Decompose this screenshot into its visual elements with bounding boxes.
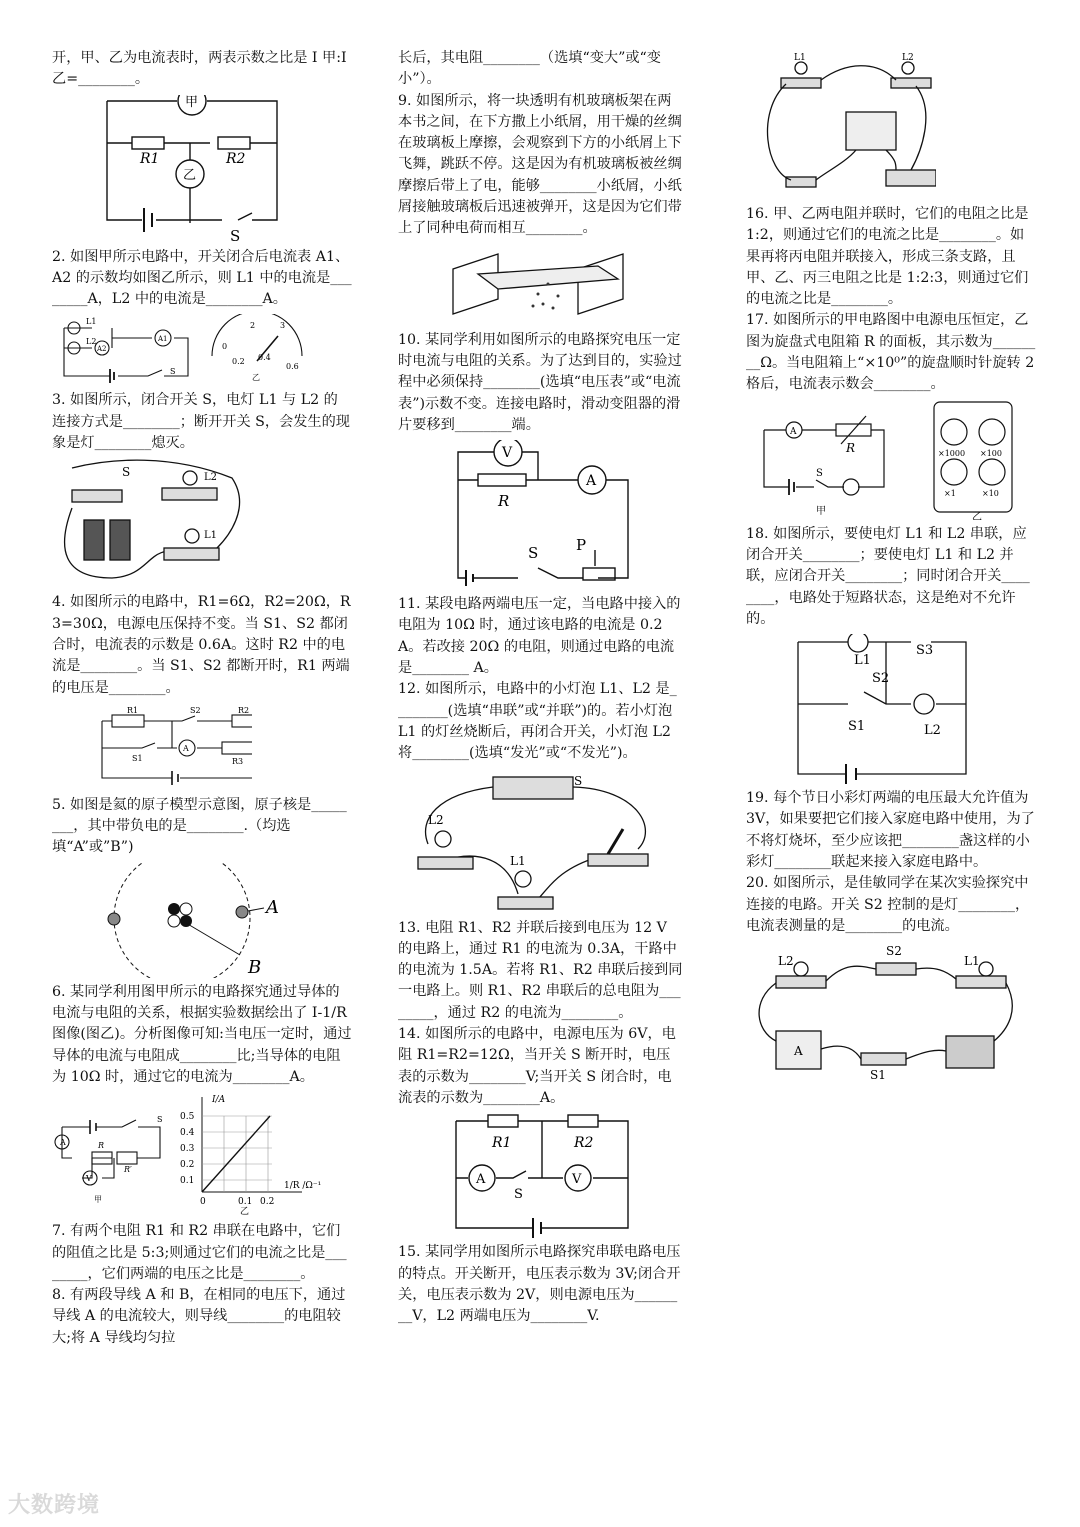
svg-text:A2: A2 (97, 345, 107, 354)
svg-text:L1: L1 (794, 53, 806, 63)
svg-text:S1: S1 (848, 719, 866, 735)
svg-text:A1: A1 (158, 335, 168, 344)
column-3 (746, 48, 1036, 1085)
svg-text:A: A (794, 1044, 803, 1059)
figure-q2-circuit (52, 314, 332, 386)
figure-q6-circuit-and-graph (52, 1092, 352, 1217)
svg-text:R2: R2 (238, 705, 250, 715)
svg-text:0: 0 (200, 1197, 206, 1208)
svg-text:R2: R2 (574, 1135, 594, 1152)
svg-text:甲: 甲 (816, 505, 826, 517)
svg-text:乙: 乙 (183, 167, 197, 183)
question-14: 14. 如图所示的电路中，电源电压为 6V，电阻 R1=R2=12Ω，当开关 S 断开时，电压表的示数为________V;当开关 S 闭合时，电流表的示数为________A。 (398, 1026, 676, 1106)
question-2: 2. 如图甲所示电路中，开关闭合后电流表 A1、A2 的示数均如图乙所示，则 L1 中的电流是________A，L2 中的电流是________A。 (52, 248, 352, 308)
svg-text:A: A (183, 743, 189, 753)
svg-text:0.1: 0.1 (180, 1176, 195, 1187)
svg-text:L2: L2 (924, 723, 941, 739)
svg-text:V: V (572, 1172, 582, 1188)
figure-q14-circuit (398, 1113, 638, 1238)
svg-text:×1: ×1 (944, 488, 956, 498)
svg-text:0.3: 0.3 (180, 1144, 195, 1155)
svg-text:L2: L2 (778, 954, 794, 969)
svg-text:甲: 甲 (94, 1195, 102, 1205)
svg-text:0.1: 0.1 (238, 1197, 253, 1208)
svg-text:L2: L2 (204, 472, 218, 484)
svg-text:A: A (586, 473, 597, 490)
question-10: 10. 某同学利用如图所示的电路探究电压一定时电流与电阻的关系。为了达到目的，实验过程中必须保持________(选填“电压表”或“电流表”)示数不变。连接电路时，滑动变阻器的滑片要移到________端。 (398, 331, 682, 433)
svg-text:L1: L1 (86, 317, 97, 327)
svg-text:乙: 乙 (252, 373, 260, 383)
svg-text:S2: S2 (872, 671, 890, 687)
svg-text:R1: R1 (127, 705, 139, 715)
svg-text:A: A (60, 1138, 66, 1148)
svg-text:0: 0 (222, 342, 228, 352)
question-5: 5. 如图是氦的原子模型示意图，原子核是________，其中带负电的是________.（均选填“A”或”B”) (52, 796, 347, 856)
figure-q20-physical-circuit (746, 941, 1016, 1081)
svg-text:乙: 乙 (240, 1207, 250, 1218)
svg-text:L1: L1 (204, 530, 218, 542)
figure-q12-physical-circuit (398, 769, 658, 914)
svg-text:0.4: 0.4 (258, 353, 271, 363)
svg-text:V: V (502, 445, 513, 462)
figure-q4-circuit (52, 703, 252, 791)
figure-q17-circuit-and-resistance-box (746, 400, 1016, 520)
svg-text:S: S (514, 1187, 523, 1203)
svg-text:S1: S1 (870, 1068, 886, 1082)
question-18: 18. 如图所示，要使电灯 L1 和 L2 串联，应闭合开关________；要使电灯 L1 和 L2 并联，应闭合开关________；同时闭合开关________，电路处于短路状态，这是绝对不允许的。 (746, 525, 1030, 627)
question-6: 6. 某同学利用图甲所示的电路探究通过导体的电流与电阻的关系，根据实验数据绘出了 I-1/R 图像(图乙)。分析图像可知:当电压一定时，通过导体的电流与电阻成________比;当导体的电阻为 10Ω 时，通过它的电流为________A。 (52, 983, 352, 1085)
svg-text:0.4: 0.4 (180, 1128, 195, 1139)
label-jia: 甲 (185, 94, 199, 110)
svg-text:×1000: ×1000 (938, 448, 966, 458)
question-16: 16. 甲、乙两电阻并联时，它们的电阻之比是 1:2，则通过它们的电流之比是________。如果再将丙电阻并联接入，形成三条支路，且甲、乙、丙三电阻之比是 1:2:3，则通过它们的电流之比是________。 (746, 206, 1029, 308)
question-9: 9. 如图所示，将一块透明有机玻璃板架在两本书之间，在下方撒上小纸屑，用干燥的丝绸在玻璃板上摩擦，会观察到下方的小纸屑上下飞舞，跳跃不停。这是因为有机玻璃板被丝绸摩擦后带上了电，能够________小纸屑，小纸屑接触玻璃板后迅速被弹开，这是因为它们带上了同种电荷而相互________。 (398, 92, 682, 237)
figure-q15-physical-circuit (746, 52, 936, 200)
svg-text:L2: L2 (902, 53, 914, 63)
svg-text:S: S (528, 544, 539, 563)
svg-text:0.5: 0.5 (180, 1112, 195, 1123)
question-3: 3. 如图所示，闭合开关 S，电灯 L1 与 L2 的连接方式是________；断开开关 S，会发生的现象是灯________熄灭。 (52, 392, 350, 452)
svg-text:S: S (230, 226, 241, 243)
question-12: 12. 如图所示，电路中的小灯泡 L1、L2 是________(选填“串联”或“并联”)的。若小灯泡 L1 的灯丝烧断后，再闭合开关，小灯泡 L2 将________(选填“发光”或“不发光”)。 (398, 681, 677, 762)
question-15: 15. 某同学用如图所示电路探究串联电路电压的特点。开关断开，电压表示数为 3V;闭合开关，电压表示数为 2V，则电源电压为________V，L2 两端电压为________V. (398, 1244, 681, 1325)
svg-text:A: A (476, 1172, 486, 1188)
svg-text:L1: L1 (510, 853, 526, 868)
svg-text:R3: R3 (232, 756, 244, 766)
svg-text:I/A: I/A (212, 1095, 226, 1106)
svg-text:L1: L1 (964, 954, 980, 969)
question-8: 8. 有两段导线 A 和 B，在相同的电压下，通过导线 A 的电流较大，则导线________的电阻较大;将 A 导线均匀拉 (52, 1287, 346, 1346)
svg-text:S: S (122, 465, 131, 480)
column-1 (52, 48, 352, 1349)
svg-text:R′: R′ (124, 1165, 132, 1175)
svg-text:S: S (157, 1115, 163, 1125)
question-20: 20. 如图所示，是佳敏同学在某次实验探究中连接的电路。开关 S2 控制的是灯________，电流表测量的是________的电流。 (746, 875, 1030, 934)
svg-text:P: P (576, 536, 587, 555)
svg-text:S: S (170, 367, 176, 377)
svg-text:S2: S2 (886, 944, 902, 959)
svg-text:×100: ×100 (980, 448, 1002, 458)
question-8-tail: 长后，其电阻________（选填“变大”或“变小”）。 (398, 50, 661, 88)
svg-text:A: A (790, 426, 797, 437)
figure-q3-physical-circuit (52, 458, 252, 588)
svg-text:L2: L2 (86, 337, 97, 347)
figure-q18-circuit (746, 634, 976, 784)
question-7: 7. 有两个电阻 R1 和 R2 串联在电路中，它们的阻值之比是 5:3;则通过它们的电流之比是________，它们两端的电压之比是________。 (52, 1223, 347, 1282)
figure-q10-circuit (398, 440, 638, 590)
svg-text:S3: S3 (916, 643, 934, 659)
svg-text:0.6: 0.6 (286, 362, 299, 372)
figure-q9-glass-plate (398, 244, 638, 326)
svg-text:S: S (816, 467, 823, 479)
svg-text:A: A (266, 896, 279, 918)
question-11: 11. 某段电路两端电压一定，当电路中接入的电阻为 10Ω 时，通过该电路的电流是 0.2A。若改接 20Ω 的电阻，则通过电路的电流是________ A。 (398, 596, 681, 677)
svg-text:S: S (574, 773, 583, 788)
question-13: 13. 电阻 R1、R2 并联后接到电压为 12 V 的电路上，通过 R1 的电流为 0.3A，干路中的电流为 1.5A。若将 R1、R2 串联后接到同一电路上。则 R1、R2 串联后的总电阻为________，通过 R2 的电流为________。 (398, 919, 683, 1021)
question-4: 4. 如图所示的电路中，R1=6Ω，R2=20Ω，R3=30Ω，电源电压保持不变。当 S1、S2 都闭合时，电流表的示数是 0.6A。这时 R2 中的电流是________。当 S1、S2 都断开时，R1 两端的电压是________。 (52, 594, 351, 696)
svg-text:R1: R1 (140, 150, 160, 167)
svg-text:S1: S1 (132, 753, 143, 763)
figure-q5-atom-model (52, 863, 292, 978)
watermark: 大数跨境 (8, 1493, 101, 1518)
svg-text:1/R /Ω⁻¹: 1/R /Ω⁻¹ (284, 1181, 322, 1192)
svg-text:0.2: 0.2 (232, 357, 245, 367)
svg-text:B: B (248, 956, 262, 978)
svg-text:R: R (498, 492, 510, 511)
svg-text:R2: R2 (226, 150, 246, 167)
svg-text:乙: 乙 (972, 511, 982, 520)
svg-text:L2: L2 (428, 812, 444, 827)
svg-text:0.2: 0.2 (180, 1160, 195, 1171)
svg-text:V: V (86, 1174, 92, 1184)
question-19: 19. 每个节日小彩灯两端的电压最大允许值为 3V，如果要把它们接入家庭电路中使用，为了不将灯烧坏，至少应该把________盏这样的小彩灯________联起来接入家庭电路中。 (746, 790, 1035, 871)
svg-text:2: 2 (250, 321, 256, 331)
svg-text:0.2: 0.2 (260, 1197, 275, 1208)
svg-text:R1: R1 (492, 1135, 512, 1152)
svg-text:R: R (846, 440, 856, 455)
svg-text:L1: L1 (854, 653, 871, 669)
svg-text:R: R (98, 1141, 105, 1151)
column-2 (398, 48, 683, 1327)
svg-text:S2: S2 (190, 705, 201, 715)
question-17: 17. 如图所示的甲电路图中电源电压恒定，乙图为旋盘式电阻箱 R 的面板，其示数为________Ω。当电阻箱上“×10⁰”的旋盘顺时针旋转 2 格后，电流表示数会________。 (746, 312, 1036, 393)
svg-text:×10: ×10 (982, 488, 999, 498)
svg-text:3: 3 (280, 321, 286, 331)
figure-q1-circuit (52, 95, 282, 243)
question-1-tail: 开，甲、乙为电流表时，两表示数之比是 I 甲:I 乙=________。 (52, 50, 347, 88)
